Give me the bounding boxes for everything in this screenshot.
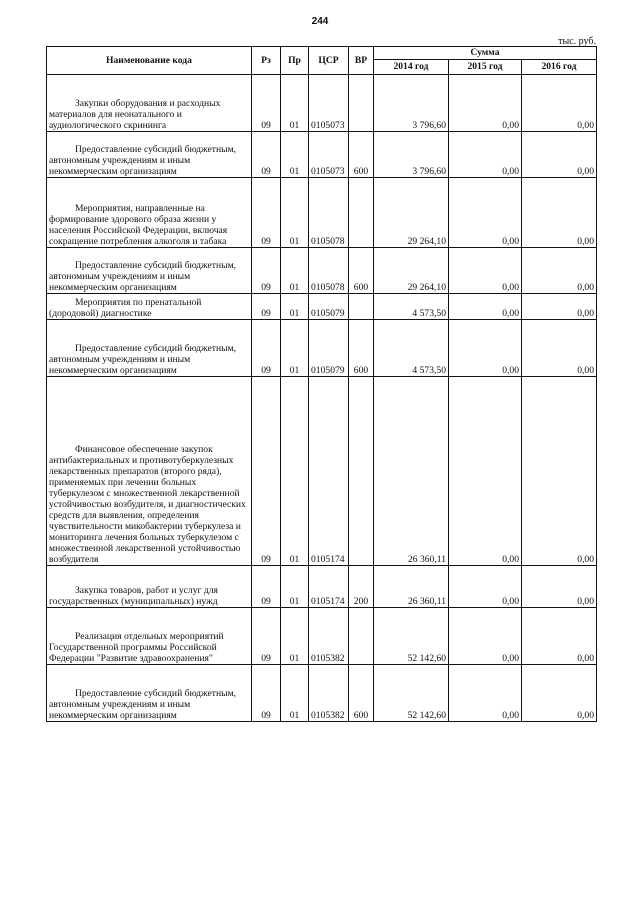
- row-rz: 09: [252, 132, 281, 178]
- budget-table: [46, 46, 597, 722]
- row-sum-2014: 29 264,10: [374, 178, 449, 248]
- row-name-text: Финансовое обеспечение закупок антибактериальных и противотуберкулезных лекарственных препаратов (второго ряда), применяемых при лечении больных туберкулезом с множественной лекарственной устойчивостью возбудителя, и диагностических средств для выявления, определения чувствительности микобактерии туберкулеза и мониторинга лечения больных туберкулезом с множественной лекарственной устойчивостью возбудителя: [49, 443, 246, 565]
- row-pr: 01: [281, 608, 309, 665]
- row-sum-2016: 0,00: [522, 566, 597, 608]
- row-rz: 09: [252, 377, 281, 566]
- units-label: тыс. руб.: [558, 36, 596, 47]
- row-pr: 01: [281, 75, 309, 132]
- row-sum-2016: 0,00: [522, 132, 597, 178]
- row-sum-2014: 3 796,60: [374, 75, 449, 132]
- row-rz: 09: [252, 248, 281, 294]
- table-row: [47, 665, 597, 722]
- table-row: [47, 75, 597, 132]
- header-csr: ЦСР: [309, 47, 349, 75]
- row-name-text: Предоставление субсидий бюджетным, автономным учреждениям и иным некоммерческим организациям: [49, 143, 237, 177]
- row-sum-2015: 0,00: [449, 248, 522, 294]
- row-sum-2015: 0,00: [449, 320, 522, 377]
- row-csr: 0105078: [309, 248, 349, 294]
- row-sum-2014: 3 796,60: [374, 132, 449, 178]
- row-name-text: Реализация отдельных мероприятий Государственной программы Российской Федерации "Развитие здравоохранения": [49, 630, 224, 664]
- table-header: [47, 47, 597, 75]
- row-rz: 09: [252, 608, 281, 665]
- row-name: [47, 320, 252, 377]
- header-vr: ВР: [349, 47, 374, 75]
- header-pr: Пр: [281, 47, 309, 75]
- row-sum-2014: 52 142,60: [374, 608, 449, 665]
- table-row: [47, 248, 597, 294]
- row-pr: 01: [281, 566, 309, 608]
- row-sum-2016: 0,00: [522, 665, 597, 722]
- row-name: [47, 608, 252, 665]
- row-sum-2014: 52 142,60: [374, 665, 449, 722]
- row-name: [47, 665, 252, 722]
- row-vr: [349, 178, 374, 248]
- row-name: [47, 566, 252, 608]
- table-row: [47, 320, 597, 377]
- row-pr: 01: [281, 248, 309, 294]
- header-year-2014: 2014 год: [374, 60, 449, 75]
- table-row: [47, 178, 597, 248]
- row-pr: 01: [281, 132, 309, 178]
- row-name: [47, 75, 252, 132]
- row-vr: 600: [349, 248, 374, 294]
- row-vr: 600: [349, 665, 374, 722]
- row-name: [47, 132, 252, 178]
- row-rz: 09: [252, 294, 281, 320]
- row-pr: 01: [281, 377, 309, 566]
- row-vr: [349, 294, 374, 320]
- row-sum-2015: 0,00: [449, 377, 522, 566]
- row-pr: 01: [281, 665, 309, 722]
- row-sum-2016: 0,00: [522, 377, 597, 566]
- row-csr: 0105073: [309, 132, 349, 178]
- row-rz: 09: [252, 75, 281, 132]
- row-vr: [349, 377, 374, 566]
- header-rz: Рз: [252, 47, 281, 75]
- row-sum-2014: 29 264,10: [374, 248, 449, 294]
- row-sum-2015: 0,00: [449, 608, 522, 665]
- row-pr: 01: [281, 294, 309, 320]
- row-vr: [349, 75, 374, 132]
- row-csr: 0105073: [309, 75, 349, 132]
- row-pr: 01: [281, 178, 309, 248]
- row-csr: 0105078: [309, 178, 349, 248]
- row-name: [47, 377, 252, 566]
- row-vr: 200: [349, 566, 374, 608]
- row-sum-2015: 0,00: [449, 566, 522, 608]
- row-vr: 600: [349, 132, 374, 178]
- header-name: Наименование кода: [47, 47, 252, 75]
- row-name-text: Закупка товаров, работ и услуг для государственных (муниципальных) нужд: [49, 584, 218, 607]
- row-sum-2015: 0,00: [449, 294, 522, 320]
- row-csr: 0105382: [309, 608, 349, 665]
- row-sum-2014: 4 573,50: [374, 294, 449, 320]
- row-sum-2016: 0,00: [522, 178, 597, 248]
- row-rz: 09: [252, 178, 281, 248]
- row-sum-2016: 0,00: [522, 75, 597, 132]
- row-vr: [349, 608, 374, 665]
- row-vr: 600: [349, 320, 374, 377]
- row-name: [47, 294, 252, 320]
- row-sum-2015: 0,00: [449, 178, 522, 248]
- row-csr: 0105174: [309, 566, 349, 608]
- row-csr: 0105382: [309, 665, 349, 722]
- row-pr: 01: [281, 320, 309, 377]
- row-sum-2014: 26 360,11: [374, 566, 449, 608]
- table-row: [47, 566, 597, 608]
- header-sum: Сумма: [374, 47, 597, 60]
- row-sum-2015: 0,00: [449, 132, 522, 178]
- row-sum-2014: 4 573,50: [374, 320, 449, 377]
- row-name-text: Предоставление субсидий бюджетным, автономным учреждениям и иным некоммерческим организациям: [49, 342, 237, 376]
- row-sum-2015: 0,00: [449, 665, 522, 722]
- row-name-text: Мероприятия, направленные на формирование здорового образа жизни у населения Российской Федерации, включая сокращение потребления алкоголя и табака: [49, 202, 228, 247]
- row-rz: 09: [252, 665, 281, 722]
- row-csr: 0105079: [309, 320, 349, 377]
- row-sum-2016: 0,00: [522, 608, 597, 665]
- row-sum-2014: 26 360,11: [374, 377, 449, 566]
- table-row: [47, 377, 597, 566]
- row-sum-2016: 0,00: [522, 248, 597, 294]
- row-name-text: Закупки оборудования и расходных материалов для неонатального и аудиологического скрининга: [49, 97, 221, 131]
- row-csr: 0105174: [309, 377, 349, 566]
- row-sum-2016: 0,00: [522, 294, 597, 320]
- row-sum-2016: 0,00: [522, 320, 597, 377]
- row-sum-2015: 0,00: [449, 75, 522, 132]
- header-year-2015: 2015 год: [449, 60, 522, 75]
- row-name: [47, 248, 252, 294]
- table-body: [47, 75, 597, 722]
- row-name: [47, 178, 252, 248]
- row-rz: 09: [252, 320, 281, 377]
- row-name-text: Мероприятия по пренатальной (дородовой) диагностике: [49, 296, 202, 319]
- row-name-text: Предоставление субсидий бюджетным, автономным учреждениям и иным некоммерческим организациям: [49, 259, 237, 293]
- page-number: 244: [311, 16, 329, 27]
- table-row: [47, 608, 597, 665]
- table-row: [47, 132, 597, 178]
- row-csr: 0105079: [309, 294, 349, 320]
- header-year-2016: 2016 год: [522, 60, 597, 75]
- row-name-text: Предоставление субсидий бюджетным, автономным учреждениям и иным некоммерческим организациям: [49, 687, 237, 721]
- row-rz: 09: [252, 566, 281, 608]
- table-row: [47, 294, 597, 320]
